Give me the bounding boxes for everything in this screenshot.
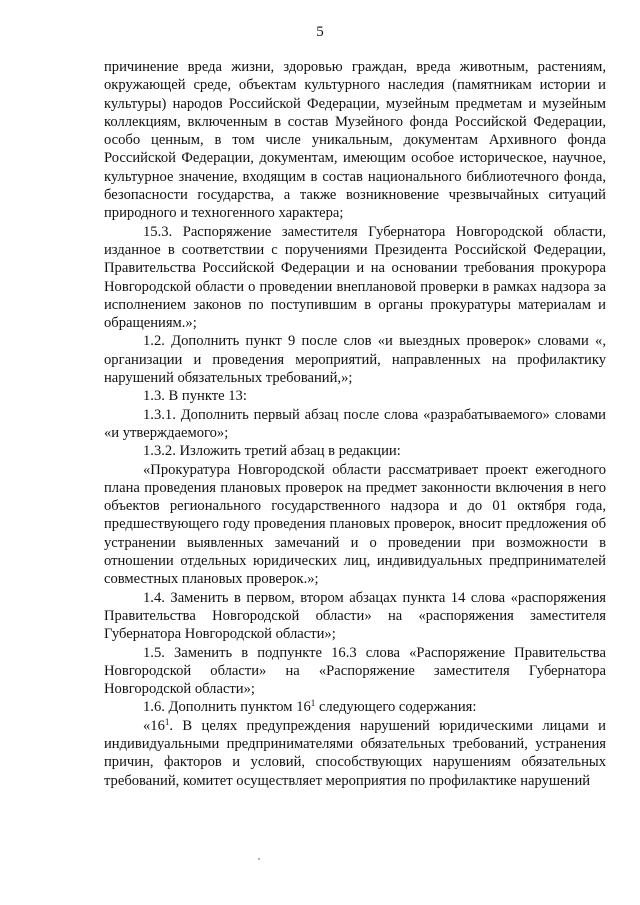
- paragraph-16-1: [104, 717, 606, 790]
- paragraph-15-3: 15.3. Распоряжение заместителя Губернатора Новгородской области, изданное в соответствии с поручениями Президента Российской Федерации, Правительства Российской Федерации и на основании требования прокурора Новгородской области о проведении внеплановой проверки в рамках надзора за исполнением законов по поступившим в органы прокуратуры материалам и обращениям.»;: [104, 223, 606, 332]
- paragraph-1-4: 1.4. Заменить в первом, втором абзацах пункта 14 слова «распоряжения Правительства Новгородской области» на «распоряжения заместителя Губернатора Новгородской области»;: [104, 589, 606, 643]
- paragraph-prosecutor-quote: «Прокуратура Новгородской области рассматривает проект ежегодного плана проведения плановых проверок на предмет законности включения в него объектов регионального государственного надзора и до 01 октября года, предшествующего году проведения плановых проверок, вносит предложения об устранении выявленных замечаний и о проведении при возможности в отношении отдельных юридических лиц, индивидуальных предпринимателей совместных плановых проверок.»;: [104, 461, 606, 588]
- page-number: 5: [316, 24, 324, 40]
- scan-speck: [258, 858, 260, 860]
- paragraph-1-6-tail: следующего содержания:: [315, 699, 477, 716]
- document-body: [104, 58, 606, 790]
- paragraph-1-5: 1.5. Заменить в подпункте 16.3 слова «Распоряжение Правительства Новгородской области» на «Распоряжение заместителя Губернатора Новгородской области»;: [104, 644, 606, 698]
- paragraph-1-2: 1.2. Дополнить пункт 9 после слов «и выездных проверок» словами «, организации и проведения мероприятий, направленных на профилактику нарушений обязательных требований,»;: [104, 333, 606, 387]
- paragraph-16-1-number: «16: [143, 717, 165, 734]
- paragraph-16-1-text: . В целях предупреждения нарушений юридическими лицами и индивидуальными предпринимателями обязательных требований, устранения причин, факторов и условий, способствующих нарушениям обязательных требований, комитет осуществляет мероприятия по профилактике нарушений: [104, 717, 606, 789]
- paragraph-continuation: причинение вреда жизни, здоровью граждан, вреда животным, растениям, окружающей среде, объектам культурного наследия (памятникам истории и культуры) народов Российской Федерации, музейным предметам и музейным коллекциям, включенным в состав Музейного фонда Российской Федерации, особо ценным, в том числе уникальным, документам Архивного фонда Российской Федерации, документам, имеющим особое историческое, научное, культурное значение, входящим в состав национального библиотечного фонда, безопасности государства, а также возникновение чрезвычайных ситуаций природного и техногенного характера;: [104, 59, 606, 222]
- paragraph-1-6: [104, 698, 606, 716]
- superscript-one: 1: [310, 698, 316, 709]
- paragraph-1-3: 1.3. В пункте 13:: [143, 388, 247, 405]
- superscript-one: 1: [164, 716, 170, 727]
- paragraph-1-3-1: 1.3.1. Дополнить первый абзац после слова «разрабатываемого» словами «и утверждаемого»;: [104, 406, 606, 441]
- paragraph-1-6-text: 1.6. Дополнить пунктом 16: [143, 699, 311, 716]
- paragraph-1-3-2: 1.3.2. Изложить третий абзац в редакции:: [143, 443, 401, 460]
